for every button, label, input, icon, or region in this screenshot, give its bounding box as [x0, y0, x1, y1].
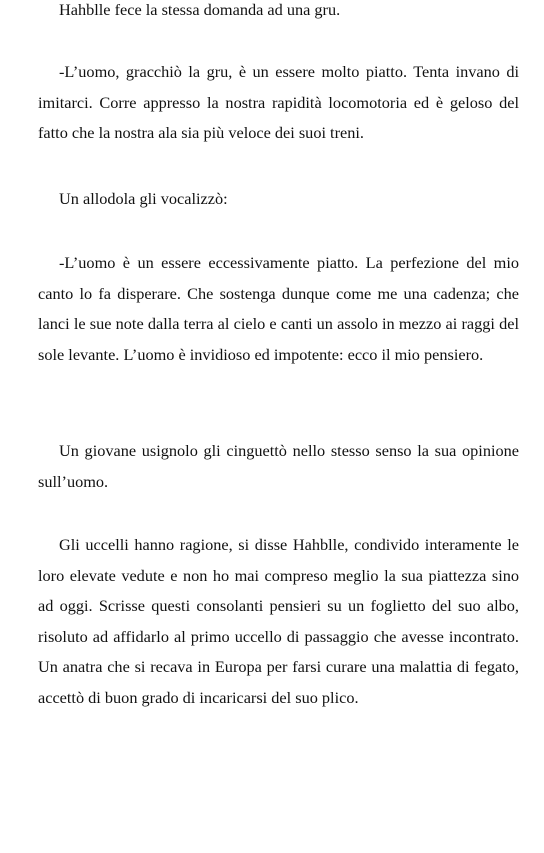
paragraph-hahblle-question: Hahblle fece la stessa domanda ad una gru. — [59, 0, 341, 19]
paragraph-lark-reply: -L’uomo è un essere eccessivamente piatto. La perfezione del mio canto lo fa disperare. Che sostenga dunque come me una cadenza; che lanci le sue note dalla terra al cielo e canti un assolo in mezzo ai raggi del sole levante. L’uomo è invidioso ed impotente: ecco il mio pensiero. — [38, 253, 519, 364]
paragraph-lark-intro: Un allodola gli vocalizzò: — [59, 189, 228, 208]
paragraph-nightingale: Un giovane usignolo gli cinguettò nello stesso senso la sua opinione sull’uomo. — [38, 441, 519, 491]
paragraph-crane-reply: -L’uomo, gracchiò la gru, è un essere molto piatto. Tenta invano di imitarci. Corre appresso la nostra rapidità locomotoria ed è geloso del fatto che la nostra ala sia più veloce dei suoi treni. — [38, 62, 519, 143]
paragraph-hahblle-conclusion: Gli uccelli hanno ragione, si disse Hahblle, condivido interamente le loro elevate vedute e non ho mai compreso meglio la sua piattezza sino ad oggi. Scrisse questi consolanti pensieri su un foglietto del suo albo, risoluto ad affidarlo al primo uccello di passaggio che avesse incontrato. Un anatra che si recava in Europa per farsi curare una malattia di fegato, accettò di buon grado di incaricarsi del suo plico. — [38, 535, 519, 707]
